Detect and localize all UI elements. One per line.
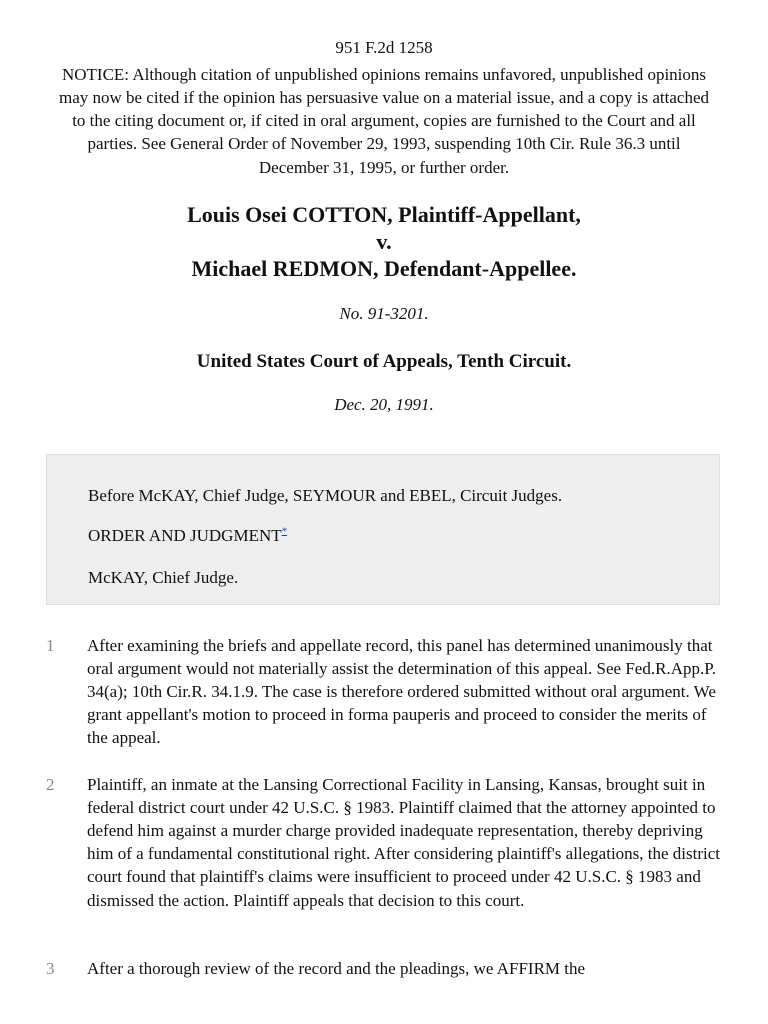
paragraph-number: 3 xyxy=(46,959,55,978)
paragraph-number: 1 xyxy=(46,636,55,655)
defendant-line: Michael REDMON, Defendant-Appellee. xyxy=(191,255,577,281)
opinion-author: McKAY, Chief Judge. xyxy=(88,568,239,587)
panel-box xyxy=(46,454,720,605)
plaintiff-line: Louis Osei COTTON, Plaintiff-Appellant, xyxy=(187,201,581,227)
unpublished-notice: NOTICE: Although citation of unpublished opinions remains unfavored, unpublished opinions may now be cited if the opinion has persuasive value on a material issue, and a copy is attached to the citing document or, if cited in oral argument, copies are furnished to the Court and all parties. See General Order of November 29, 1993, suspending 10th Cir. Rule 36.3 until December 31, 1995, or further order. xyxy=(58,65,710,177)
paragraph-text: Plaintiff, an inmate at the Lansing Correctional Facility in Lansing, Kansas, brought suit in federal district court under 42 U.S.C. § 1983. Plaintiff claimed that the attorney appointed to defend him against a murder charge provided inadequate representation, thereby depriving him of a fundamental constitutional right. After considering plaintiff's allegations, the district court found that plaintiff's claims were insufficient to proceed under 42 U.S.C. § 1983 and dismissed the action. Plaintiff appeals that decision to this court. xyxy=(87,775,721,910)
paragraph-text: After a thorough review of the record and the pleadings, we AFFIRM the xyxy=(87,959,586,978)
docket-number: No. 91-3201. xyxy=(339,303,429,323)
court-name: United States Court of Appeals, Tenth Circuit. xyxy=(196,350,572,372)
footnote-link[interactable]: * xyxy=(281,525,288,538)
panel-judges: Before McKAY, Chief Judge, SEYMOUR and EBEL, Circuit Judges. xyxy=(88,486,563,505)
order-title-line xyxy=(88,524,287,547)
opinion-page xyxy=(0,0,768,416)
decision-date: Dec. 20, 1991. xyxy=(334,394,434,414)
paragraph-number: 2 xyxy=(46,775,55,794)
case-caption xyxy=(0,201,768,282)
case-citation: 951 F.2d 1258 xyxy=(335,38,433,57)
paragraph-text: After examining the briefs and appellate record, this panel has determined unanimously that oral argument would not materially assist the determination of this appeal. See Fed.R.App.P. 34(a); 10th Cir.R. 34.1.9. The case is therefore ordered submitted without oral argument. We grant appellant's motion to proceed in forma pauperis and proceed to consider the merits of the appeal. xyxy=(87,636,717,748)
order-title: ORDER AND JUDGMENT xyxy=(88,526,282,545)
versus-line: v. xyxy=(376,228,392,254)
